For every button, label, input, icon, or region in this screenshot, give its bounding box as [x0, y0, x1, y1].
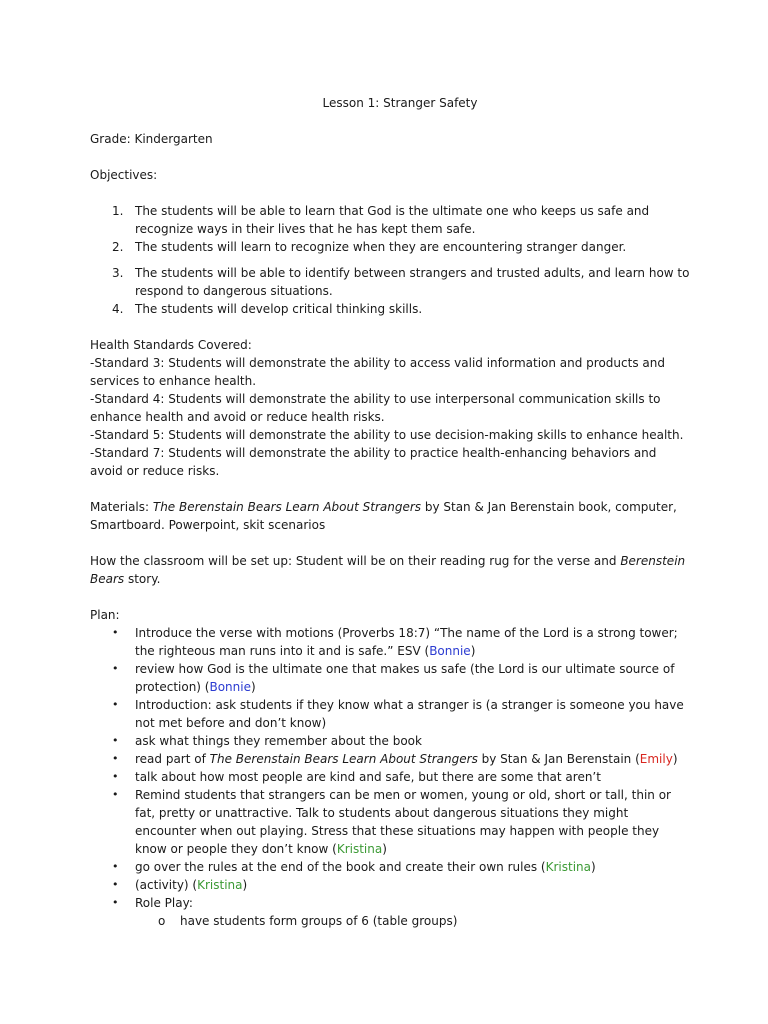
bullet-icon: • [112, 860, 119, 873]
standard-item: -Standard 3: Students will demonstrate the ability to access valid information and products and services to enhance health. [90, 356, 665, 388]
book-title: The Berenstain Bears Learn About Strangers [152, 500, 422, 514]
plan-item: • read part of The Berenstain Bears Learn About Strangers by Stan & Jan Berenstain (Emily) [112, 752, 678, 766]
presenter-name: Bonnie [429, 644, 471, 658]
role-play-sublist [90, 912, 690, 930]
presenter-name: Bonnie [209, 680, 251, 694]
plan-item: • ask what things they remember about the book [112, 734, 422, 748]
plan-item: • go over the rules at the end of the book and create their own rules (Kristina) [112, 860, 596, 874]
standards-heading: Health Standards Covered: [90, 338, 252, 352]
sub-item: o have students form groups of 6 (table groups) [158, 914, 458, 928]
presenter-name: Kristina [336, 842, 383, 856]
objective-item: 1. The students will be able to learn that God is the ultimate one who keeps us safe and recognize ways in their lives that he has kept them safe. [112, 204, 650, 236]
objectives-heading: Objectives: [90, 168, 158, 182]
bullet-icon: • [112, 788, 119, 801]
bullet-icon: • [112, 626, 119, 639]
plan-list [90, 624, 690, 912]
objective-item: 3. The students will be able to identify between strangers and trusted adults, and learn how to respond to dangerous situations. [112, 266, 690, 298]
plan-item: • talk about how most people are kind and safe, but there are some that aren’t [112, 770, 601, 784]
presenter-name: Kristina [545, 860, 591, 874]
standard-item: -Standard 7: Students will demonstrate the ability to practice health-enhancing behaviors and avoid or reduce risks. [90, 446, 657, 478]
objective-item: 2. The students will learn to recognize when they are encountering stranger danger. [112, 240, 627, 254]
bullet-icon: • [112, 770, 119, 783]
standard-item: -Standard 5: Students will demonstrate the ability to use decision-making skills to enhance health. [90, 428, 684, 442]
grade-line: Grade: Kindergarten [90, 132, 213, 146]
bullet-icon: • [112, 878, 119, 891]
bullet-icon: • [112, 734, 119, 747]
document-page [90, 94, 690, 930]
circle-bullet-icon: o [158, 914, 166, 928]
objective-item: 4. The students will develop critical thinking skills. [112, 302, 423, 316]
book-title: The Berenstain Bears Learn About Strangers [209, 752, 478, 766]
bullet-icon: • [112, 698, 119, 711]
plan-item: • Remind students that strangers can be men or women, young or old, short or tall, thin or fat, pretty or unattractive. Talk to students about dangerous situations they might encounter when out playing. Stress that these situations may happen with people they know or people they don’t know (Kristina) [112, 788, 671, 856]
presenter-name: Emily [639, 752, 673, 766]
standard-item: -Standard 4: Students will demonstrate the ability to use interpersonal communication skills to enhance health and avoid or reduce health risks. [90, 392, 661, 424]
plan-heading: Plan: [90, 608, 120, 622]
bullet-icon: • [112, 752, 119, 765]
materials-line: Materials: The Berenstain Bears Learn About Strangers by Stan & Jan Berenstain book, computer, Smartboard. Powerpoint, skit scenarios [90, 500, 677, 532]
plan-item: • review how God is the ultimate one that makes us safe (the Lord is our ultimate source of protection) (Bonnie) [112, 662, 675, 694]
setup-line: How the classroom will be set up: Student will be on their reading rug for the verse and Berenstein Bears story. [90, 554, 686, 586]
presenter-name: Kristina [197, 878, 243, 892]
plan-item: • Introduce the verse with motions (Proverbs 18:7) “The name of the Lord is a strong tower; the righteous man runs into it and is safe.” ESV (Bonnie) [112, 626, 678, 658]
page-title: Lesson 1: Stranger Safety [322, 96, 478, 110]
bullet-icon: • [112, 896, 119, 909]
plan-item: • Introduction: ask students if they know what a stranger is (a stranger is someone you have not met before and don’t know) [112, 698, 684, 730]
bullet-icon: • [112, 662, 119, 675]
plan-item: • Role Play: [112, 896, 193, 910]
plan-item: • (activity) (Kristina) [112, 878, 248, 892]
objectives-list [90, 202, 690, 318]
